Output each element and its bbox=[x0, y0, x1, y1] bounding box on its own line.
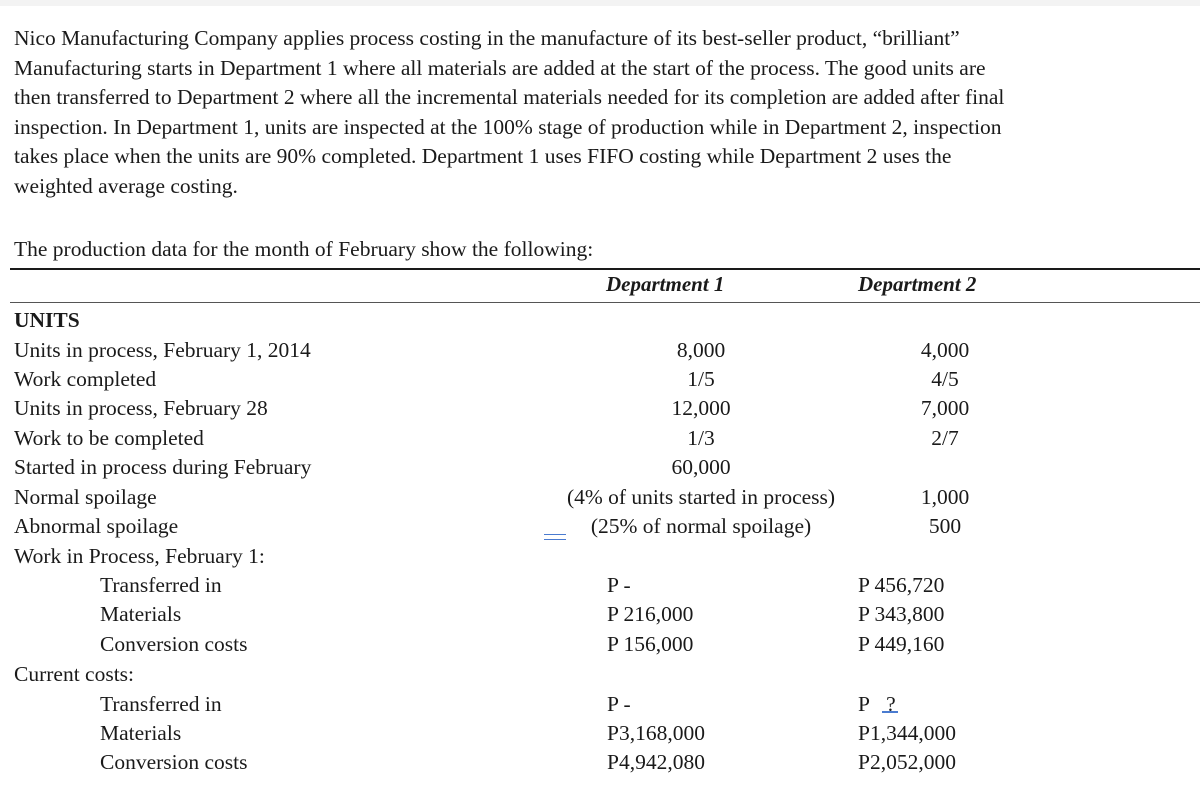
problem-paragraph bbox=[14, 24, 1200, 202]
header-department-1: Department 1 bbox=[606, 272, 725, 296]
row-label: Work to be completed bbox=[14, 426, 204, 450]
dept2-value: P 343,800 bbox=[858, 602, 945, 626]
row-label: Current costs: bbox=[14, 662, 135, 686]
unknown-value: ? bbox=[886, 692, 896, 716]
row-label: Normal spoilage bbox=[14, 485, 157, 509]
row-label: Work completed bbox=[14, 367, 157, 391]
row-label: Units in process, February 1, 2014 bbox=[14, 338, 311, 362]
dept2-value: 4/5 bbox=[931, 367, 959, 391]
dept1-value: (4% of units started in process) bbox=[566, 485, 836, 509]
dept1-value: 60,000 bbox=[671, 455, 731, 479]
table-intro: The production data for the month of February show the following: bbox=[14, 237, 594, 261]
dept2-value: P 456,720 bbox=[858, 573, 945, 597]
dept1-value: 1/3 bbox=[687, 426, 715, 450]
dept2-value: 500 bbox=[928, 514, 962, 538]
table-row bbox=[0, 660, 1200, 689]
paragraph-line: then transferred to Department 2 where all the incremental materials needed for its completion are added after final bbox=[14, 85, 1005, 110]
table-row bbox=[0, 424, 1200, 453]
document-page bbox=[0, 6, 1200, 796]
table-row bbox=[0, 394, 1200, 423]
header-rule bbox=[10, 302, 1200, 303]
paragraph-line: Manufacturing starts in Department 1 where all materials are added at the start of the process. The good units are bbox=[14, 55, 986, 80]
dept1-value: P 216,000 bbox=[607, 602, 694, 626]
table-row bbox=[0, 542, 1200, 571]
table-row bbox=[0, 453, 1200, 482]
table-row bbox=[0, 690, 1200, 719]
table-row bbox=[0, 748, 1200, 777]
table-row bbox=[0, 630, 1200, 659]
paragraph-line: inspection. In Department 1, units are inspected at the 100% stage of production while in Department 2, inspection bbox=[14, 114, 1002, 139]
section-row-units bbox=[0, 306, 1200, 335]
row-label: Materials bbox=[100, 602, 182, 626]
dept2-value: 7,000 bbox=[920, 396, 970, 420]
header-department-2: Department 2 bbox=[858, 272, 977, 296]
dept1-value: 8,000 bbox=[676, 338, 726, 362]
row-label: Materials bbox=[100, 721, 182, 745]
dept2-value: P2,052,000 bbox=[858, 750, 956, 774]
dept2-value: 1,000 bbox=[920, 485, 970, 509]
dept1-value: 1/5 bbox=[687, 367, 715, 391]
table-row bbox=[0, 512, 1200, 541]
row-label: Conversion costs bbox=[100, 632, 248, 656]
paragraph-line: takes place when the units are 90% completed. Department 1 uses FIFO costing while Department 2 uses the bbox=[14, 144, 952, 169]
dept1-value: P - bbox=[607, 573, 631, 597]
row-label: Transferred in bbox=[100, 573, 222, 597]
table-row bbox=[0, 336, 1200, 365]
paragraph-line: weighted average costing. bbox=[14, 173, 238, 198]
dept2-value bbox=[858, 690, 896, 719]
row-label: Units in process, February 28 bbox=[14, 396, 268, 420]
dept2-value: 4,000 bbox=[920, 338, 970, 362]
table-row bbox=[0, 719, 1200, 748]
row-label: Work in Process, February 1: bbox=[14, 544, 265, 568]
dept2-value: P1,344,000 bbox=[858, 721, 956, 745]
row-label: Abnormal spoilage bbox=[14, 514, 179, 538]
table-row bbox=[0, 571, 1200, 600]
row-label: Transferred in bbox=[100, 692, 222, 716]
currency-prefix: P bbox=[858, 692, 870, 716]
dept1-value: P - bbox=[607, 692, 631, 716]
dept1-value: (25% of normal spoilage) bbox=[590, 514, 812, 538]
row-label: Conversion costs bbox=[100, 750, 248, 774]
dept1-value: P3,168,000 bbox=[607, 721, 705, 745]
dept2-value: P 449,160 bbox=[858, 632, 945, 656]
dept1-value: 12,000 bbox=[671, 396, 731, 420]
table-row bbox=[0, 365, 1200, 394]
dept1-value: P4,942,080 bbox=[607, 750, 705, 774]
table-row bbox=[0, 483, 1200, 512]
table-top-rule bbox=[10, 268, 1200, 270]
table-row bbox=[0, 600, 1200, 629]
dept2-value: 2/7 bbox=[931, 426, 959, 450]
paragraph-line: Nico Manufacturing Company applies process costing in the manufacture of its best-seller product, “brilliant” bbox=[14, 26, 960, 50]
row-label: UNITS bbox=[14, 308, 80, 332]
row-label: Started in process during February bbox=[14, 455, 312, 479]
edit-mark bbox=[544, 534, 566, 540]
dept1-value: P 156,000 bbox=[607, 632, 694, 656]
